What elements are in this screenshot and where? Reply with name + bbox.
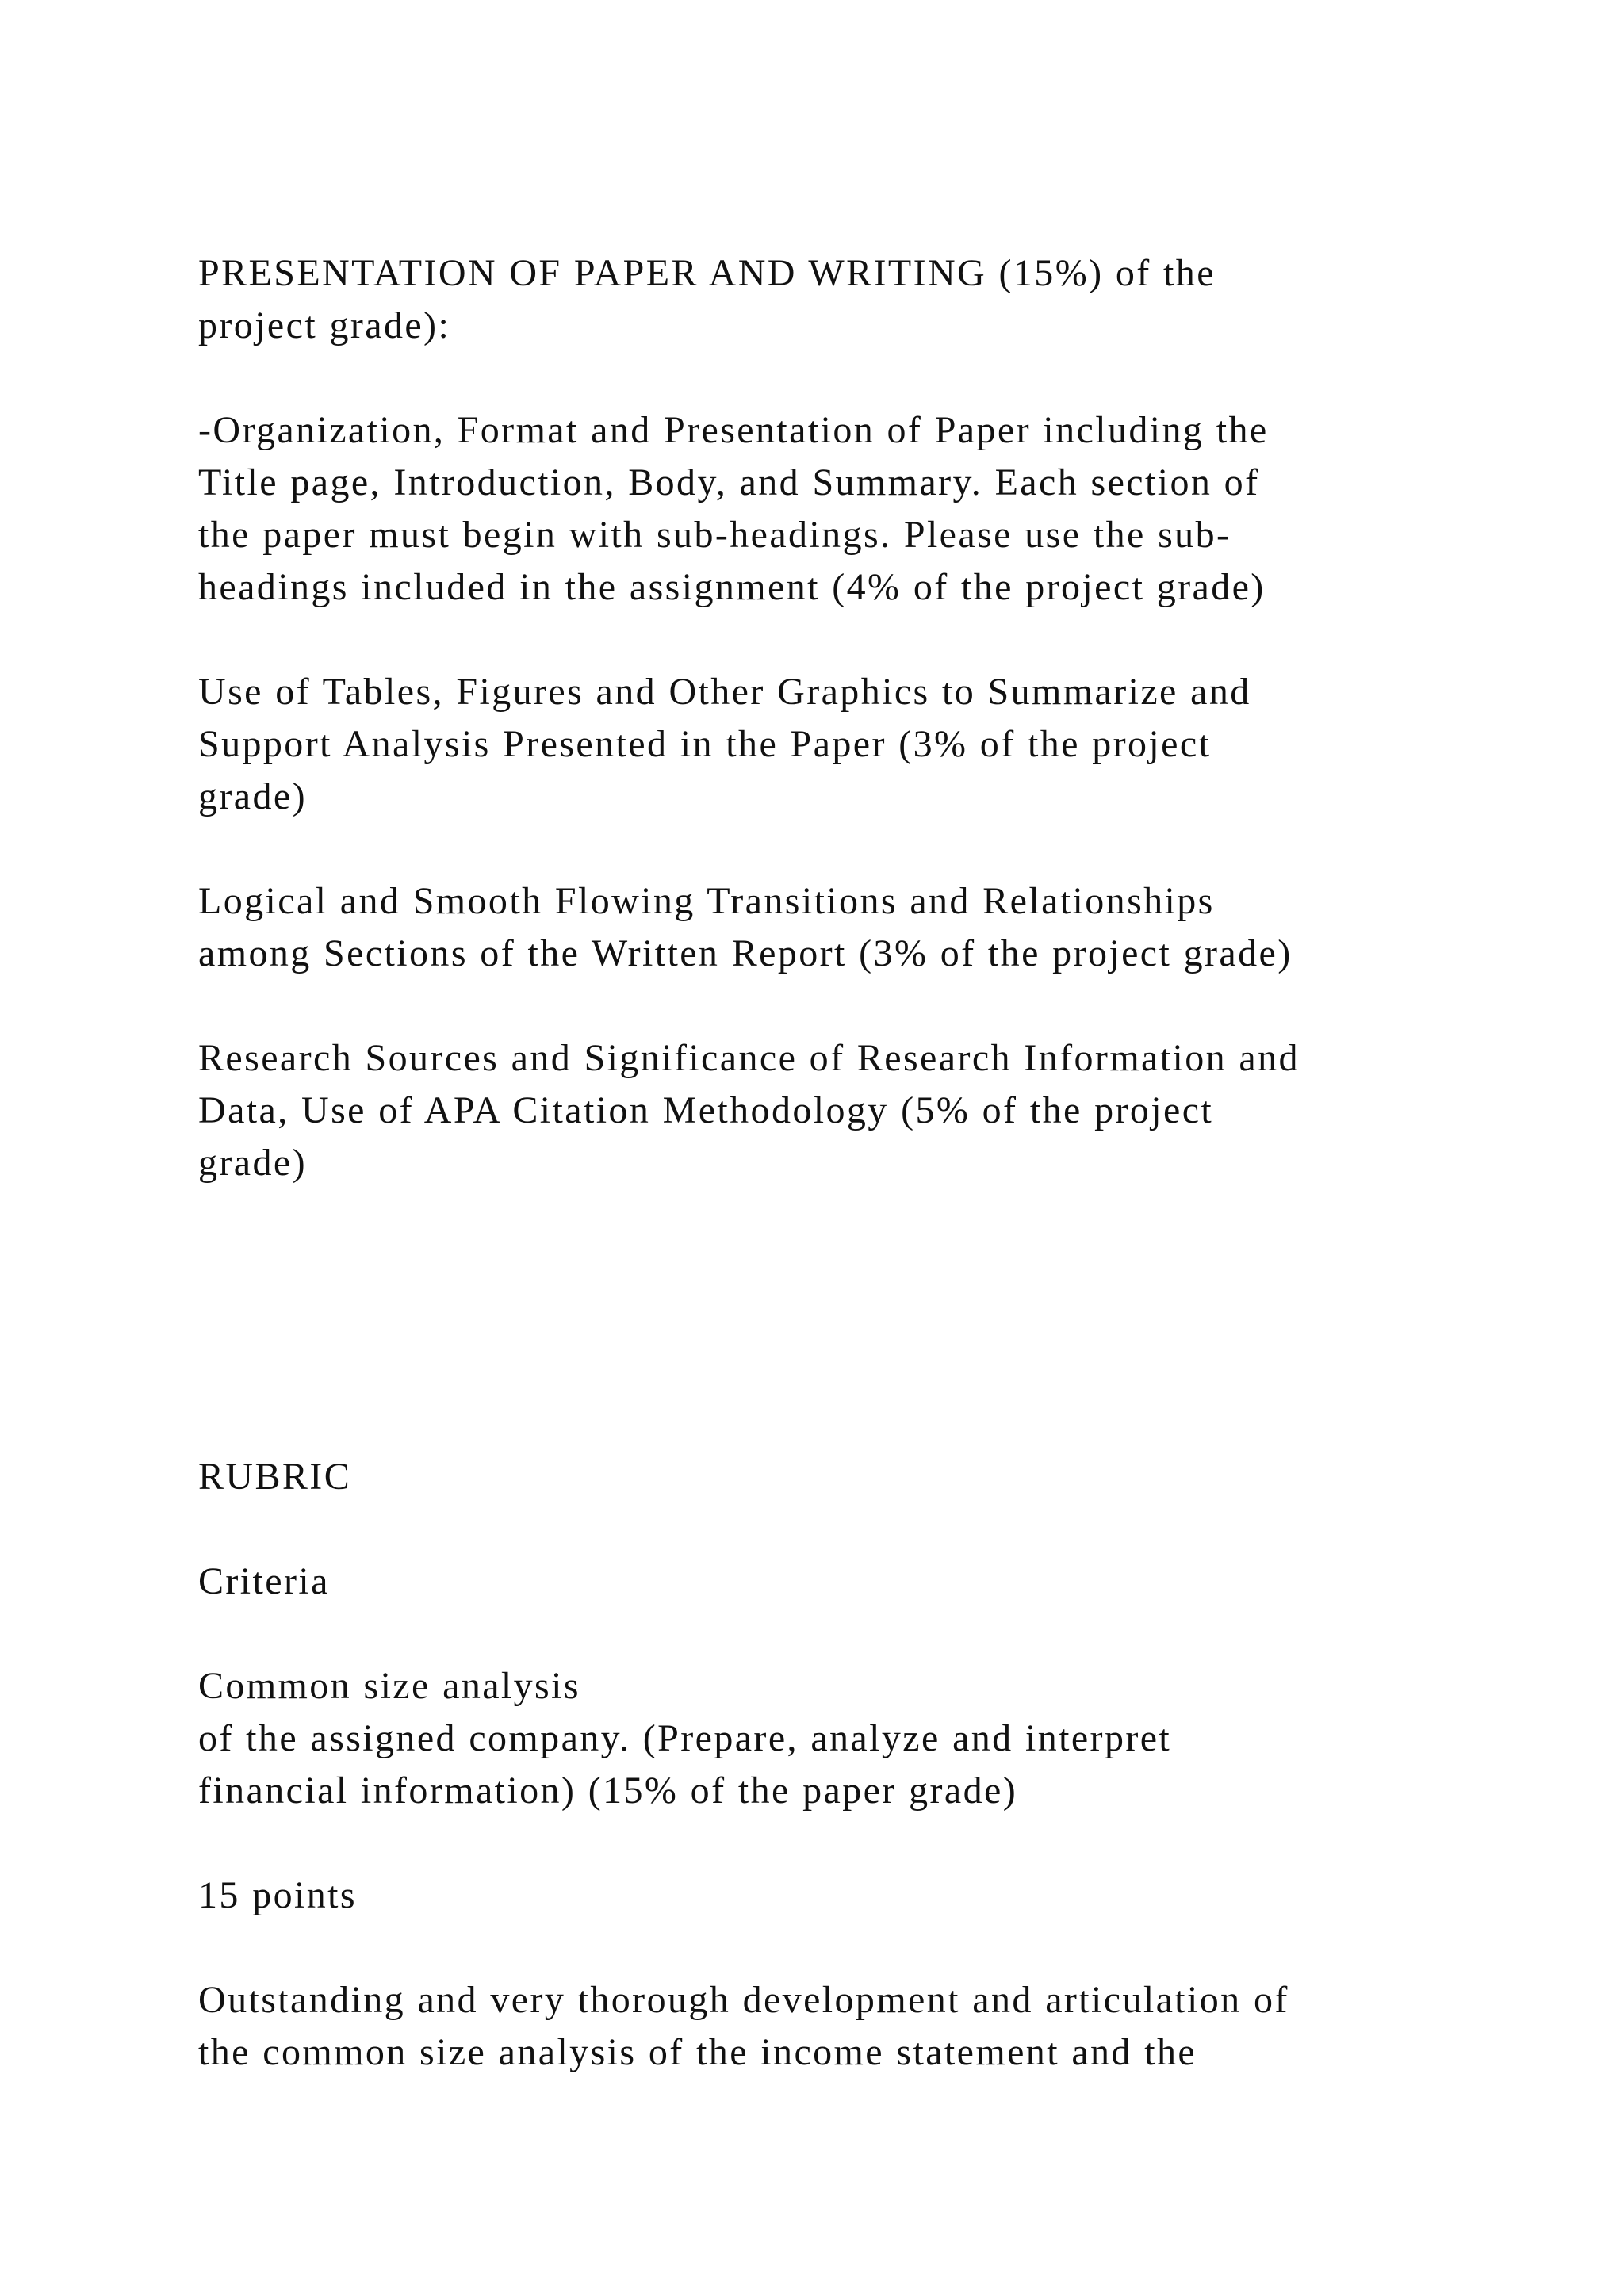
criterion-research-sources: Research Sources and Significance of Research Information and Data, Use of APA Citation Methodology (5% of the project grade) — [198, 1037, 1300, 1184]
criteria-label: Criteria — [198, 1560, 330, 1602]
criterion-common-size-analysis: Common size analysis of the assigned company. (Prepare, analyze and interpret financial information) (15% of the paper grade) — [198, 1665, 1172, 1812]
rubric-heading: RUBRIC — [198, 1456, 352, 1498]
criterion-transitions: Logical and Smooth Flowing Transitions and Relationships among Sections of the Written Report (3% of the project grade) — [198, 880, 1293, 974]
rating-description: Outstanding and very thorough development and articulation of the common size analysis of the income statement and the — [198, 1979, 1289, 2073]
section-heading-presentation: PRESENTATION OF PAPER AND WRITING (15%) of the project grade): — [198, 252, 1216, 346]
criterion-tables-figures: Use of Tables, Figures and Other Graphics to Summarize and Support Analysis Presented in the Paper (3% of the project grade) — [198, 671, 1251, 817]
criterion-organization-format: -Organization, Format and Presentation of Paper including the Title page, Introduction, Body, and Summary. Each section of the paper must begin with sub-headings. Please use the sub- headings included in the assignment (4% of the project grade) — [198, 409, 1269, 608]
points-value: 15 points — [198, 1874, 357, 1916]
